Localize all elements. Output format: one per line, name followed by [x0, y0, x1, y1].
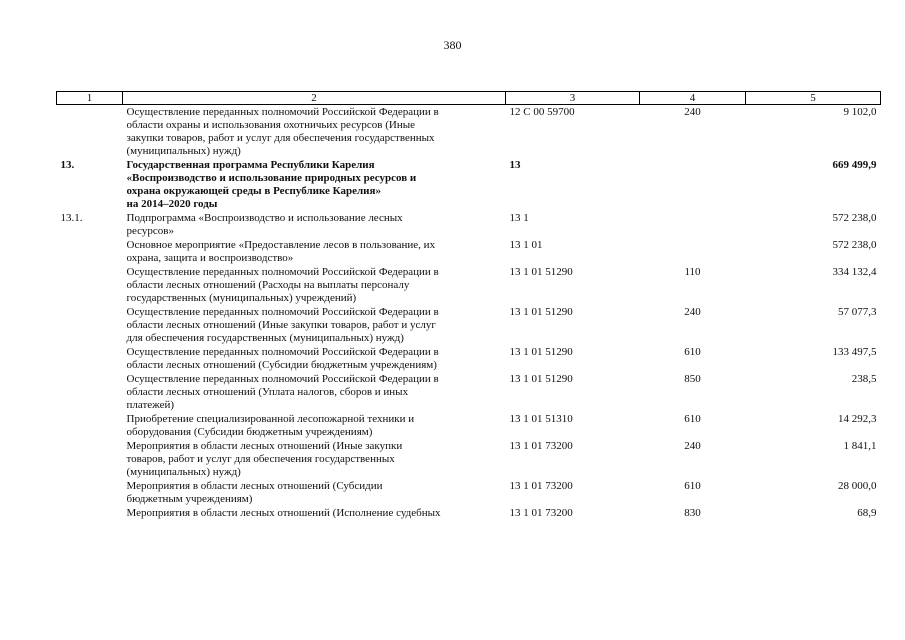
- row-code: 13 1 01 73200: [509, 440, 573, 452]
- row-number: [57, 306, 123, 346]
- description-line: области лесных отношений (Расходы на выплаты персоналу: [126, 279, 410, 291]
- description-line: ресурсов»: [126, 225, 174, 237]
- row-number: [57, 413, 123, 440]
- row-description: [123, 373, 506, 413]
- row-number: [57, 440, 123, 480]
- row-amount: 9 102,0: [843, 106, 877, 118]
- row-expense-kind: 610: [684, 413, 701, 425]
- row-description: [123, 266, 506, 306]
- row-expense-kind: 240: [684, 306, 701, 318]
- row-amount: 572 238,0: [832, 212, 877, 224]
- description-line: Осуществление переданных полномочий Российской Федерации в: [126, 346, 439, 358]
- description-line: Осуществление переданных полномочий Российской Федерации в: [126, 106, 439, 118]
- row-description: [123, 480, 506, 507]
- row-code: 13 1 01 51290: [509, 306, 573, 318]
- row-expense-kind: 240: [684, 440, 701, 452]
- row-code: 12 С 00 59700: [509, 106, 575, 118]
- description-line: «Воспроизводство и использование природных ресурсов и: [126, 172, 417, 184]
- table-row: [57, 306, 881, 346]
- column-header-1: 1: [57, 92, 123, 105]
- row-amount: 334 132,4: [832, 266, 877, 278]
- description-line: (муниципальных) нужд): [126, 145, 241, 157]
- table-row: [57, 266, 881, 306]
- row-code: 13 1 01 73200: [509, 480, 573, 492]
- description-line: Мероприятия в области лесных отношений (Исполнение судебных: [126, 507, 441, 519]
- description-line: охрана, защита и воспроизводство»: [126, 252, 294, 264]
- row-number: [57, 507, 123, 521]
- table-row: [57, 507, 881, 521]
- row-number: 13.1.: [60, 212, 83, 224]
- row-expense-kind: [640, 239, 746, 266]
- table-header-row: [57, 92, 881, 105]
- table-row: [57, 105, 881, 160]
- description-line: на 2014–2020 годы: [126, 198, 218, 210]
- description-line: Мероприятия в области лесных отношений (Иные закупки: [126, 440, 403, 452]
- row-number: [57, 480, 123, 507]
- description-line: области лесных отношений (Иные закупки товаров, работ и услуг: [126, 319, 436, 331]
- column-header-2: 2: [123, 92, 506, 105]
- description-line: закупки товаров, работ и услуг для обеспечения государственных: [126, 132, 435, 144]
- row-number: [57, 105, 123, 160]
- column-header-3: 3: [506, 92, 640, 105]
- row-code: 13 1 01 51290: [509, 346, 573, 358]
- table-row: [57, 159, 881, 212]
- row-description: [123, 159, 506, 212]
- description-line: (муниципальных) нужд): [126, 466, 241, 478]
- description-line: Основное мероприятие «Предоставление лесов в пользование, их: [126, 239, 436, 251]
- description-line: Подпрограмма «Воспроизводство и использование лесных: [126, 212, 403, 224]
- row-description: [123, 105, 506, 160]
- column-header-5: 5: [746, 92, 881, 105]
- description-line: государственных (муниципальных) учреждений): [126, 292, 357, 304]
- row-amount: 68,9: [857, 507, 877, 519]
- row-description: [123, 413, 506, 440]
- row-code: 13 1: [509, 212, 529, 224]
- row-expense-kind: [640, 159, 746, 212]
- page-number: 380: [443, 38, 462, 52]
- description-line: для обеспечения государственных (муниципальных) нужд): [126, 332, 404, 344]
- description-line: Приобретение специализированной лесопожарной техники и: [126, 413, 415, 425]
- row-expense-kind: 850: [684, 373, 701, 385]
- row-code: 13 1 01 51290: [509, 373, 573, 385]
- description-line: области лесных отношений (Уплата налогов, сборов и иных: [126, 386, 409, 398]
- description-line: оборудования (Субсидии бюджетным учреждениям): [126, 426, 373, 438]
- row-number: [57, 266, 123, 306]
- description-line: платежей): [126, 399, 175, 411]
- row-code: 13 1 01 73200: [509, 507, 573, 519]
- row-code: 13 1 01 51310: [509, 413, 573, 425]
- row-amount: 238,5: [851, 373, 877, 385]
- row-code: 13 1 01: [509, 239, 543, 251]
- table-row: [57, 480, 881, 507]
- row-description: [123, 440, 506, 480]
- row-description: [123, 212, 506, 239]
- column-header-4: 4: [640, 92, 746, 105]
- table-row: [57, 440, 881, 480]
- table-row: [57, 373, 881, 413]
- row-amount: 57 077,3: [838, 306, 877, 318]
- row-expense-kind: 110: [684, 266, 701, 278]
- row-code: 13: [509, 159, 521, 171]
- description-line: Мероприятия в области лесных отношений (Субсидии: [126, 480, 383, 492]
- row-description: [123, 306, 506, 346]
- description-line: области охраны и использования охотничьих ресурсов (Иные: [126, 119, 416, 131]
- description-line: охрана окружающей среды в Республике Карелия»: [126, 185, 381, 197]
- row-code: 13 1 01 51290: [509, 266, 573, 278]
- row-number: 13.: [60, 159, 75, 171]
- description-line: Осуществление переданных полномочий Российской Федерации в: [126, 266, 439, 278]
- table-row: [57, 212, 881, 239]
- description-line: Государственная программа Республики Карелия: [126, 159, 375, 171]
- row-expense-kind: 610: [684, 346, 701, 358]
- row-expense-kind: [640, 212, 746, 239]
- table-row: [57, 239, 881, 266]
- row-number: [57, 373, 123, 413]
- row-amount: 669 499,9: [832, 159, 877, 171]
- row-number: [57, 239, 123, 266]
- row-expense-kind: 610: [684, 480, 701, 492]
- row-expense-kind: 830: [684, 507, 701, 519]
- row-amount: 133 497,5: [832, 346, 877, 358]
- row-description: [123, 507, 506, 521]
- row-amount: 28 000,0: [838, 480, 877, 492]
- row-number: [57, 346, 123, 373]
- row-expense-kind: 240: [684, 106, 701, 118]
- row-amount: 572 238,0: [832, 239, 877, 251]
- row-amount: 14 292,3: [838, 413, 877, 425]
- description-line: Осуществление переданных полномочий Российской Федерации в: [126, 306, 439, 318]
- table-row: [57, 346, 881, 373]
- description-line: товаров, работ и услуг для обеспечения государственных: [126, 453, 395, 465]
- description-line: области лесных отношений (Субсидии бюджетным учреждениям): [126, 359, 437, 371]
- row-description: [123, 346, 506, 373]
- table-row: [57, 413, 881, 440]
- budget-table: [56, 91, 881, 521]
- description-line: бюджетным учреждениям): [126, 493, 253, 505]
- description-line: Осуществление переданных полномочий Российской Федерации в: [126, 373, 439, 385]
- row-description: [123, 239, 506, 266]
- table-body: [57, 105, 881, 522]
- row-amount: 1 841,1: [843, 440, 877, 452]
